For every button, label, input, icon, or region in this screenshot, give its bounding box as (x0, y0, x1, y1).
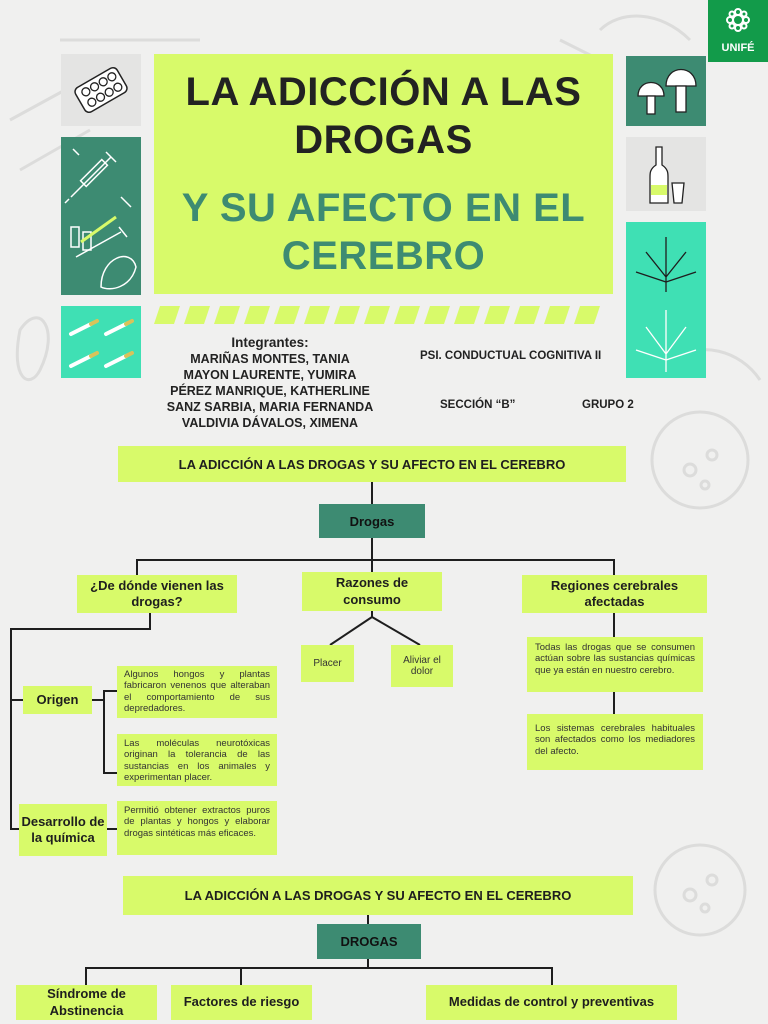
cannabis-tile (626, 222, 706, 378)
leaf-pleasure: Placer (301, 645, 354, 682)
connector (85, 967, 553, 969)
subtitle-line-2: CEREBRO (281, 234, 486, 278)
connector (10, 699, 24, 701)
connector (103, 690, 105, 774)
course-name: PSI. CONDUCTUAL COGNITIVA II (420, 350, 602, 362)
mushroom-icon (626, 56, 706, 126)
node-chemistry: Desarrollo de la química (19, 804, 107, 856)
bottle-icon (626, 137, 706, 211)
brain-description-1: Todas las drogas que se consumen actúan sobre las sustancias químicas que ya están en nuestro cerebro. (527, 637, 703, 692)
bottle-tile (626, 137, 706, 211)
node-prevention: Medidas de control y preventivas (426, 985, 677, 1020)
connector (10, 628, 150, 630)
section-label: SECCIÓN “B” (440, 399, 516, 411)
subtitle-line-1: Y SU AFECTO EN EL (181, 186, 586, 230)
map2-root-node: DROGAS (317, 924, 421, 959)
connector (149, 613, 151, 630)
cigarettes-tile (61, 306, 141, 378)
member-name: MARIÑAS MONTES, TANIA (190, 352, 350, 366)
connector (613, 692, 615, 714)
node-origin-drugs: ¿De dónde vienen las drogas? (77, 575, 237, 613)
logo-text: UNIFÉ (721, 42, 755, 54)
title-line-1: LA ADICCIÓN A LAS (185, 70, 582, 114)
map1-root-node: Drogas (319, 504, 425, 538)
node-reasons: Razones de consumo (302, 572, 442, 611)
node-origen: Origen (23, 686, 92, 714)
connector (107, 828, 117, 830)
connector (103, 690, 117, 692)
pill-blister-icon (61, 54, 141, 126)
node-withdrawal: Síndrome de Abstinencia (16, 985, 157, 1020)
connector (371, 559, 373, 572)
map2-title: LA ADICCIÓN A LAS DROGAS Y SU AFECTO EN EL CEREBRO (123, 876, 633, 915)
member-name: SANZ SARBIA, MARIA FERNANDA (166, 400, 374, 414)
origen-description-2: Las moléculas neurotóxicas originan la tolerancia de las sustancias en los animales y experimentan placer. (117, 734, 277, 786)
flower-logo-icon (726, 8, 750, 32)
page-title (154, 68, 613, 164)
group-label: GRUPO 2 (582, 399, 634, 411)
connector (551, 967, 553, 985)
syringe-tile (61, 137, 141, 295)
leaf-pain-relief: Aliviar el dolor (391, 645, 453, 687)
connector (371, 482, 373, 504)
cigarette-icon (61, 306, 141, 378)
connector (136, 559, 615, 561)
connector (613, 559, 615, 575)
striped-divider (154, 306, 613, 324)
connector (85, 967, 87, 985)
connector (371, 538, 373, 561)
mushroom-tile (626, 56, 706, 126)
unife-logo (708, 0, 768, 62)
title-line-2: DROGAS (294, 118, 473, 162)
brain-description-2: Los sistemas cerebrales habituales son afectados como los mediadores del afecto. (527, 714, 703, 770)
node-risk-factors: Factores de riesgo (171, 985, 312, 1020)
connector (613, 613, 615, 638)
page-subtitle (154, 184, 613, 280)
members-block (150, 335, 390, 431)
origen-description-1: Algunos hongos y plantas fabricaron venenos que alteraban el comportamiento de sus depredadores. (117, 666, 277, 718)
node-brain-regions: Regiones cerebrales afectadas (522, 575, 707, 613)
connector (136, 559, 138, 575)
member-name: PÉREZ MANRIQUE, KATHERLINE (170, 384, 370, 398)
syringe-icon (61, 137, 141, 295)
connector (10, 628, 12, 830)
member-name: VALDIVIA DÁVALOS, XIMENA (181, 416, 359, 430)
chemistry-description: Permitió obtener extractos puros de plantas y hongos y elaborar drogas sintéticas más eficaces. (117, 801, 277, 855)
member-name: MAYON LAURENTE, YUMIRA (183, 368, 357, 382)
pills-tile (61, 54, 141, 126)
map1-title: LA ADICCIÓN A LAS DROGAS Y SU AFECTO EN EL CEREBRO (118, 446, 626, 482)
connector (103, 772, 117, 774)
connector (240, 967, 242, 985)
connector (367, 915, 369, 924)
cannabis-leaf-icon (626, 222, 706, 378)
header-panel (154, 54, 613, 294)
members-label: Integrantes: (231, 335, 309, 350)
